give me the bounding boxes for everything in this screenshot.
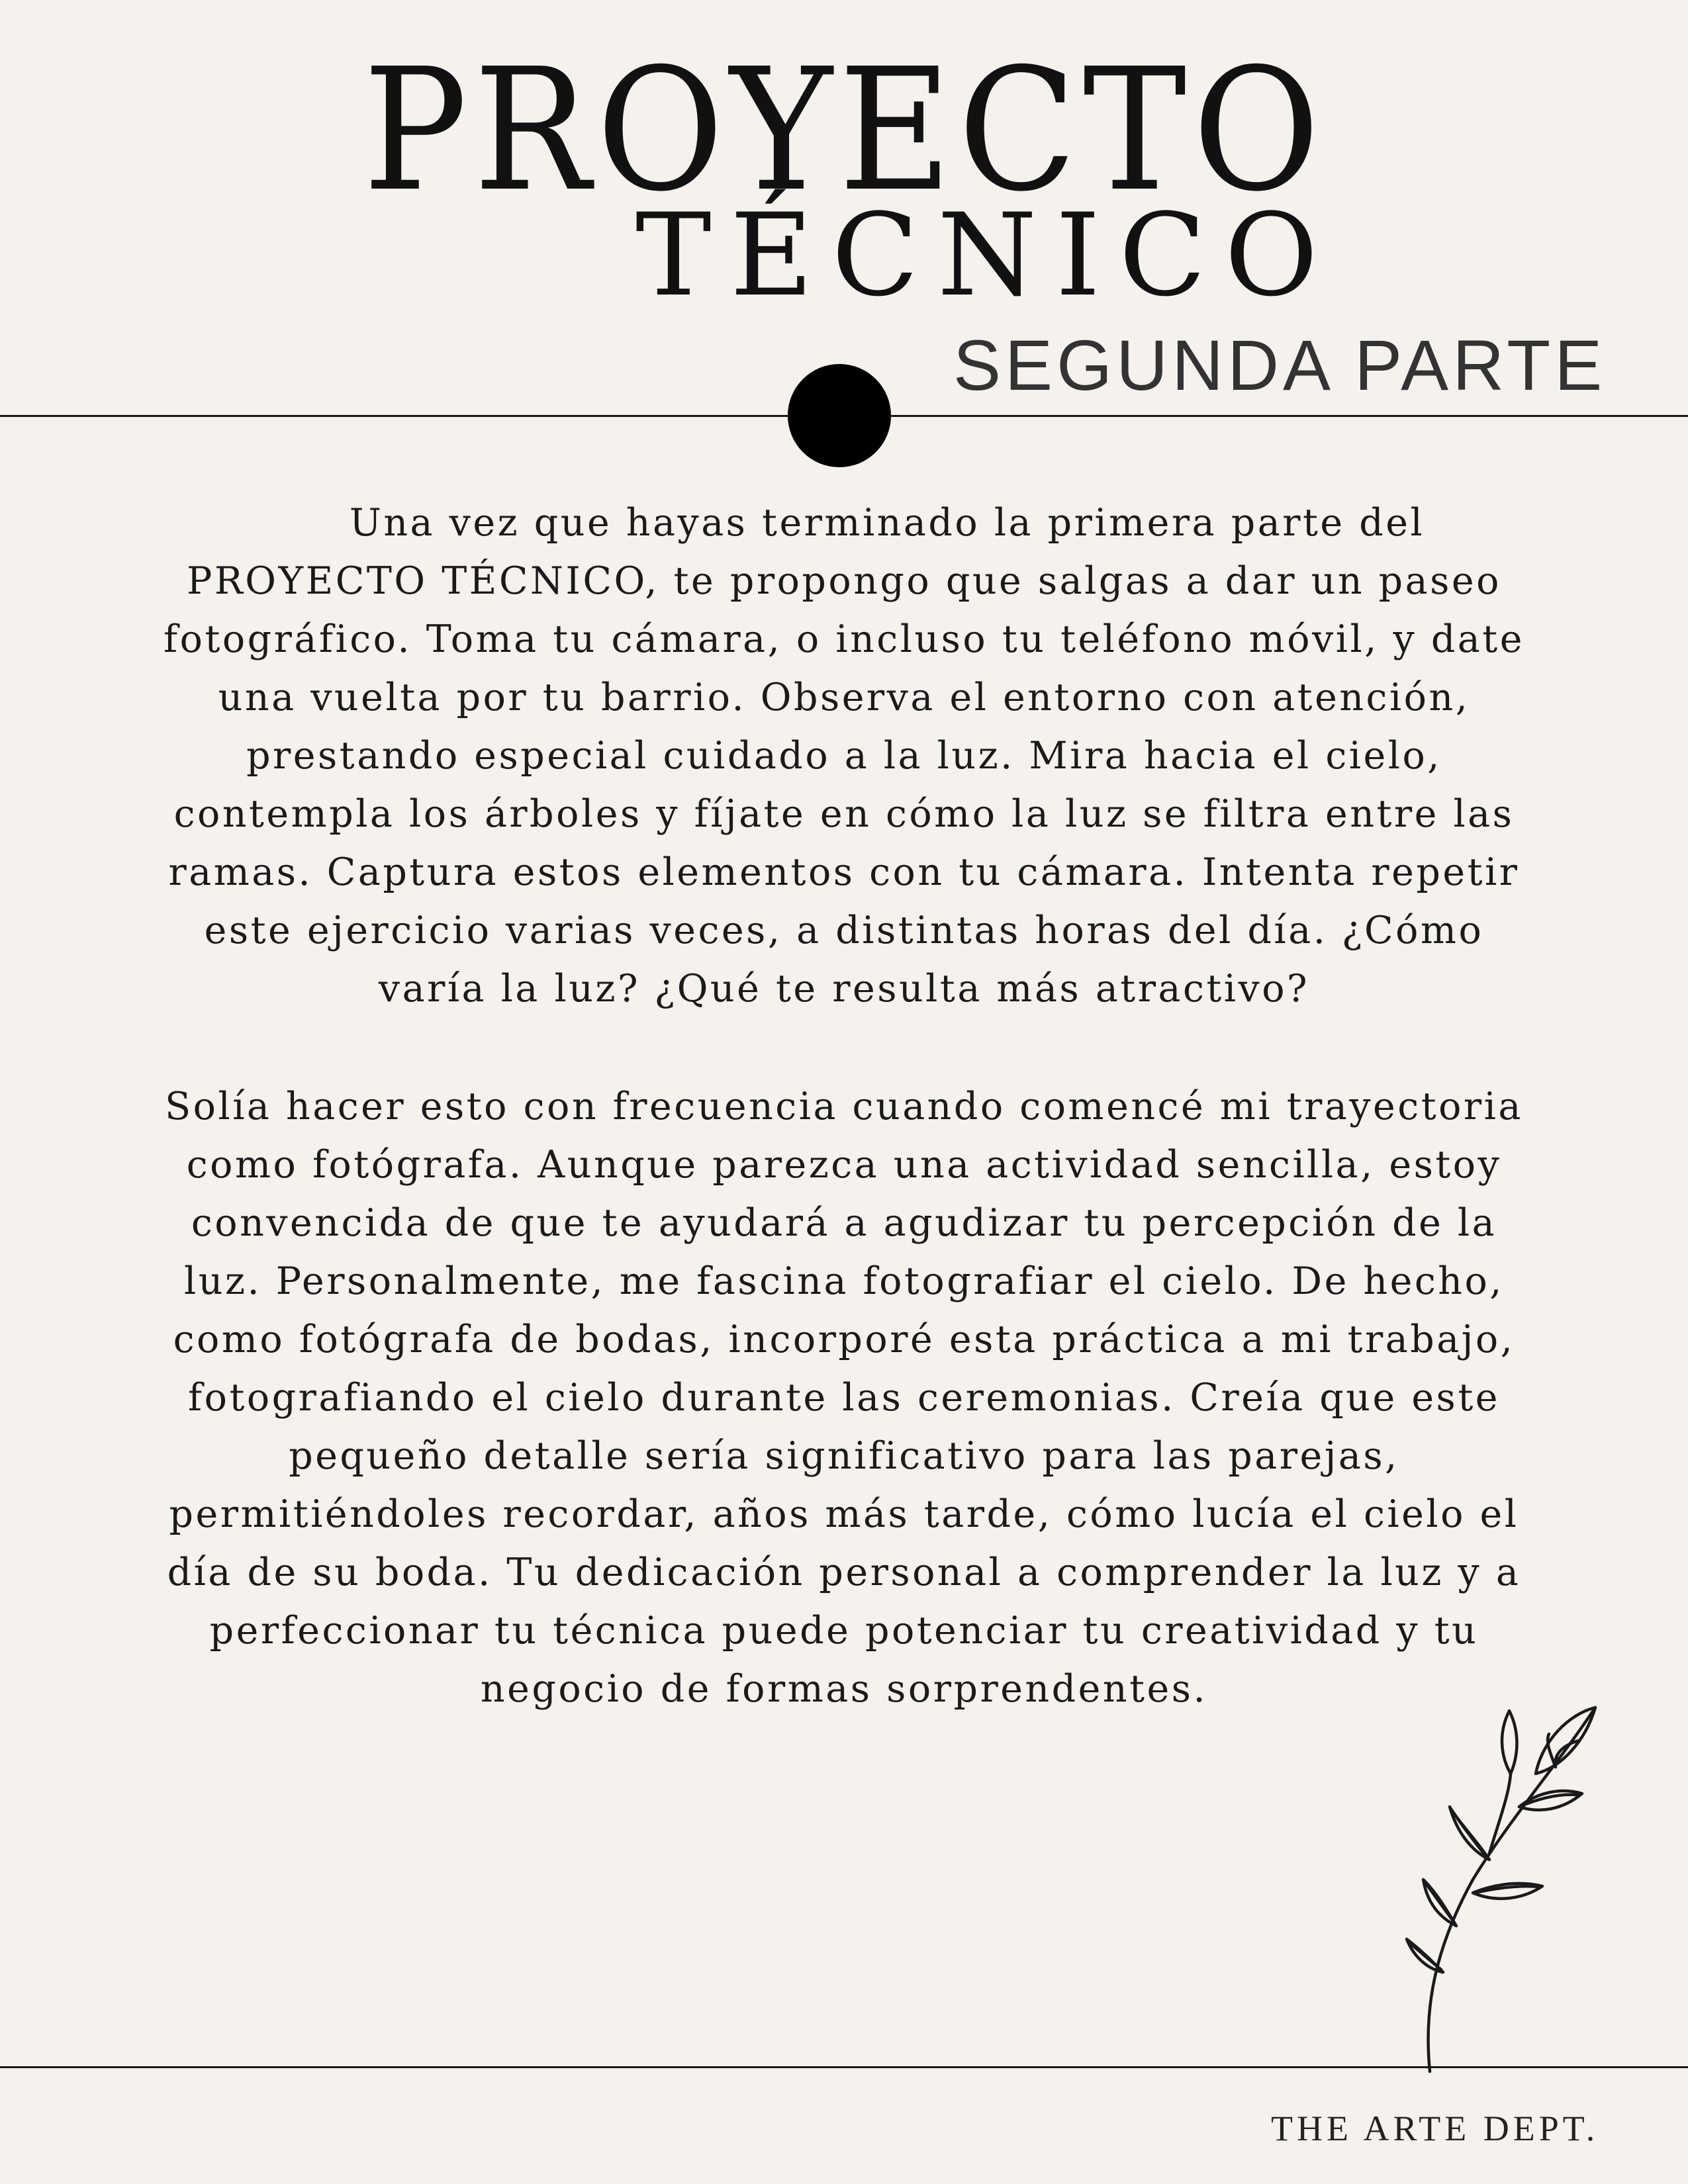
- subtitle-segunda-parte: SEGUNDA PARTE: [953, 325, 1607, 405]
- body-paragraph-2: Solía hacer esto con frecuencia cuando comencé mi trayectoria como fotógrafa. Aunque parezca una actividad sencilla, estoy convencida de que te ayudará a agudizar tu percepción de la luz. Personalmente, me fascina fotografiar el cielo. De hecho, como fotógrafa de bodas, incorporé esta práctica a mi trabajo, fotografiando el cielo durante las ceremonias. Creía que este pequeño detalle sería significativo para las parejas, permitiéndoles recordar, años más tarde, cómo lucía el cielo el día de su boda. Tu dedicación personal a comprender la luz y a perfeccionar tu técnica puede potenciar tu creatividad y tu negocio de formas sorprendentes.: [165, 1085, 1523, 1711]
- leaf-branch-icon: [1357, 1694, 1635, 2078]
- bottom-divider: [0, 2066, 1688, 2068]
- circle-dot-icon: [788, 364, 891, 467]
- title-tecnico: TÉCNICO: [635, 189, 1336, 322]
- body-paragraph-1: Una vez que hayas terminado la primera parte del PROYECTO TÉCNICO, te propongo que salgas a dar un paseo fotográfico. Toma tu cámara, o incluso tu teléfono móvil, y date una vuelta por tu barrio. Observa el entorno con atención, prestando especial cuidado a la luz. Mira hacia el cielo, contempla los árboles y fíjate en cómo la luz se filtra entre las ramas. Captura estos elementos con tu cámara. Intenta repetir este ejercicio varias veces, a distintas horas del día. ¿Cómo varía la luz? ¿Qué te resulta más atractivo?: [164, 501, 1524, 1011]
- footer-brand: THE ARTE DEPT.: [1271, 2109, 1599, 2148]
- title-proyecto-text: PROYECTO: [363, 32, 1327, 229]
